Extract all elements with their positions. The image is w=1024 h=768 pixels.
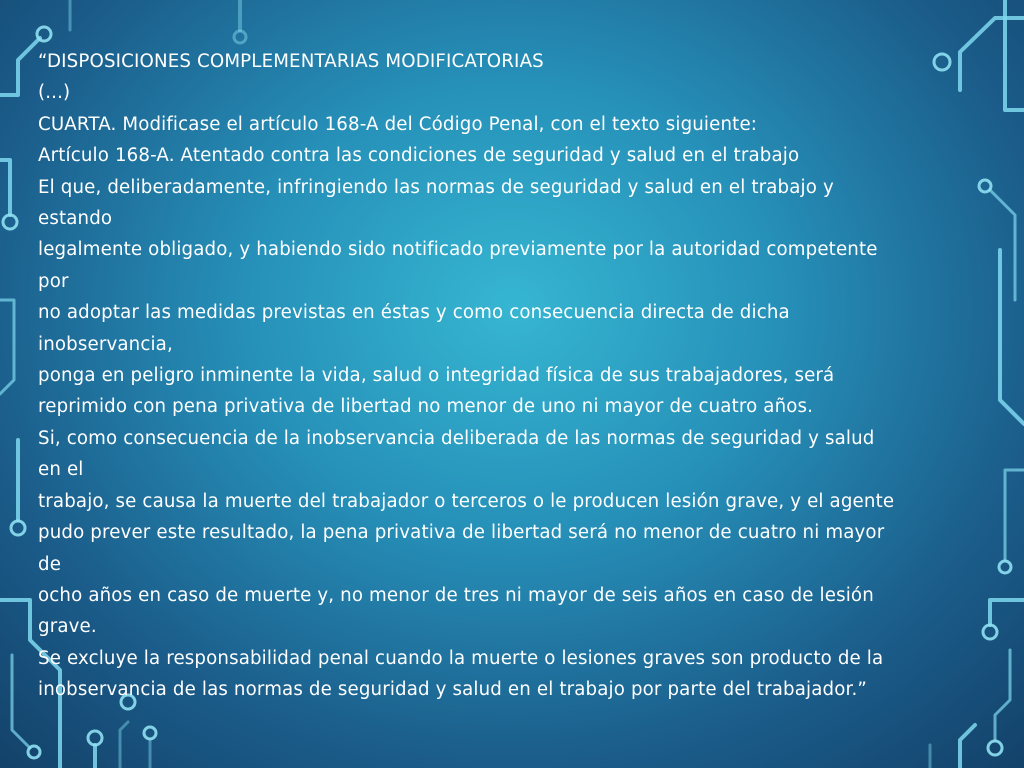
text-line: Se excluye la responsabilidad penal cuando la muerte o lesiones graves son producto de la	[38, 647, 884, 669]
circuit-node	[144, 727, 156, 739]
text-line: de	[38, 553, 62, 575]
circuit-trace	[120, 722, 128, 768]
text-line: ocho años en caso de muerte y, no menor de tres ni mayor de seis años en caso de lesión	[38, 584, 874, 606]
circuit-node	[11, 521, 25, 535]
circuit-trace	[990, 600, 1024, 625]
text-line: inobservancia,	[38, 333, 173, 355]
text-line: por	[38, 270, 69, 292]
text-line: no adoptar las medidas previstas en éstas y como consecuencia directa de dicha	[38, 302, 790, 324]
circuit-trace	[0, 160, 10, 215]
text-line: estando	[38, 208, 113, 230]
text-line: ponga en peligro inminente la vida, salud o integridad física de sus trabajadores, será	[38, 365, 835, 387]
slide-text-body	[38, 46, 988, 706]
text-line: trabajo, se causa la muerte del trabajador o terceros o le producen lesión grave, y el agente	[38, 490, 895, 512]
text-line: en el	[38, 459, 84, 481]
text-line: CUARTA. Modificase el artículo 168-A del Código Penal, con el texto siguiente:	[38, 113, 758, 135]
circuit-trace	[1000, 250, 1024, 424]
text-line: Si, como consecuencia de la inobservancia deliberada de las normas de seguridad y salud	[38, 427, 875, 449]
circuit-node	[234, 31, 246, 43]
circuit-trace	[990, 190, 1015, 300]
text-line: El que, deliberadamente, infringiendo las normas de seguridad y salud en el trabajo y	[38, 176, 834, 198]
circuit-node	[999, 561, 1011, 573]
circuit-trace	[12, 655, 30, 748]
text-line: inobservancia de las normas de seguridad y salud en el trabajo por parte del trabajador.”	[38, 679, 867, 701]
text-line: legalmente obligado, y habiendo sido notificado previamente por la autoridad competente	[38, 239, 878, 261]
circuit-trace	[1005, 470, 1024, 560]
circuit-node	[28, 746, 40, 758]
circuit-trace	[0, 300, 14, 394]
text-line: reprimido con pena privativa de libertad no menor de uno ni mayor de cuatro años.	[38, 396, 814, 418]
text-line: Artículo 168-A. Atentado contra las condiciones de seguridad y salud en el trabajo	[38, 145, 800, 167]
circuit-node	[37, 27, 51, 41]
text-line: grave.	[38, 616, 97, 638]
text-line: “DISPOSICIONES COMPLEMENTARIAS MODIFICATORIAS	[38, 51, 544, 72]
circuit-trace	[0, 38, 40, 95]
text-line: (...)	[38, 82, 71, 104]
circuit-node	[988, 741, 1002, 755]
circuit-node	[3, 215, 17, 229]
circuit-node	[88, 731, 102, 745]
circuit-trace	[995, 650, 1010, 740]
circuit-trace	[960, 725, 975, 768]
text-line: pudo prever este resultado, la pena privativa de libertad será no menor de cuatro ni mayor	[38, 522, 885, 544]
